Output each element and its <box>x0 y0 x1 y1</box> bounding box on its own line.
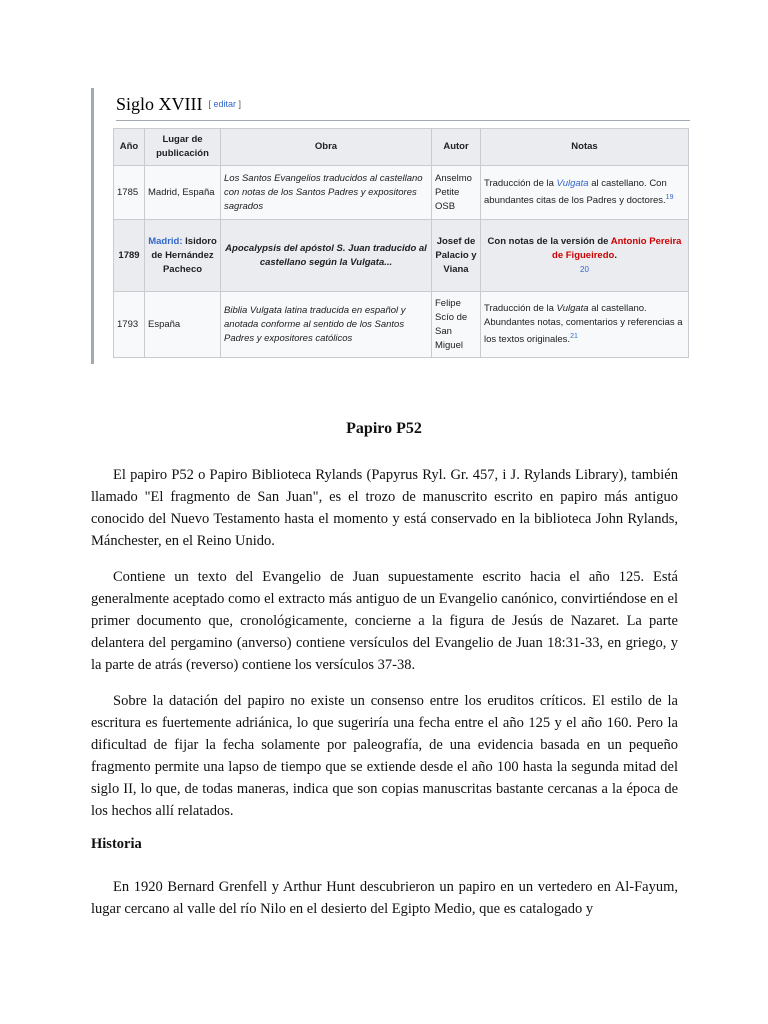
cell-place-link[interactable]: España <box>145 292 221 358</box>
table-row <box>114 292 689 358</box>
table-row <box>114 220 689 292</box>
section-subheading: Historia <box>91 836 142 852</box>
reference-20[interactable]: 20 <box>580 264 589 274</box>
col-header-work[interactable]: Obra <box>221 129 432 166</box>
cell-author-link[interactable]: Felipe Scío de San Miguel <box>432 292 481 358</box>
col-header-year[interactable]: Año <box>114 129 145 166</box>
cell-work-link[interactable]: Biblia Vulgata latina traducida en español y anotada conforme al sentido de los Santos Padres y expositores católicos <box>221 292 432 358</box>
cell-author-link[interactable]: Josef de Palacio y Viana <box>432 220 481 292</box>
cell-place: Madrid: Isidoro de Hernández Pacheco <box>145 220 221 292</box>
edit-section[interactable]: [ editar ] <box>208 99 242 109</box>
pereira-link[interactable]: Antonio Pereira de Figueiredo <box>552 235 682 261</box>
cell-notes: Traducción de la Vulgata al castellano. Con abundantes citas de los Padres y doctores.$^{19}$ <box>481 166 689 220</box>
cell-place-link[interactable]: Madrid, España <box>145 166 221 220</box>
paragraph-3: Sobre la datación del papiro no existe un consenso entre los eruditos críticos. El estilo de la escritura es fuertemente adriánica, lo que sugeriría una fecha entre el año 125 y el año 160. Pero la dificultad de fijar la fecha solamente por paleografía, de una evidencia basada en un pequeño fragmento permite una lapso de tiempo que se extiende desde el año 100 hasta la segunda mitad del siglo II, lo que, de todas maneras, indica que son copias manuscritas bastante cercanas a la época de los hechos allí relatados. <box>91 693 678 819</box>
translations-table <box>113 128 689 358</box>
paragraph-1: El papiro P52 o Papiro Biblioteca Rylands (Papyrus Ryl. Gr. 457, i J. Rylands Library), también llamado "El fragmento de San Juan", es el trozo de manuscrito escrito en papiro más antiguo conocido del Nuevo Testamento hasta el momento y está conservado en la biblioteca John Rylands, Mánchester, en el Reino Unido. <box>91 467 678 549</box>
cell-author-link[interactable]: Anselmo Petite OSB <box>432 166 481 220</box>
paragraph-2: Contiene un texto del Evangelio de Juan supuestamente escrito hacia el año 125. Está generalmente aceptado como el extracto más antiguo de un Evangelio canónico, convirtiéndose en el primer documento que, cronológicamente, concierne a la figura de Jesús de Nazaret. La parte delantera del pergamino (anverso) contiene versículos del Evangelio de Juan 18:31-33, en griego, y la parte de atrás (reverso) contiene los versículos 37-38. <box>91 569 678 673</box>
cell-work: Los Santos Evangelios traducidos al castellano con notas de los Santos Padres y expositores sagrados <box>221 166 432 220</box>
cell-work: Apocalypsis del apóstol S. Juan traducido al castellano según la Vulgata... <box>221 220 432 292</box>
reference-19[interactable]: 19 <box>665 193 674 201</box>
wiki-screenshot <box>91 88 694 364</box>
col-header-notes[interactable]: Notas <box>481 129 689 166</box>
table-header-row <box>114 129 689 166</box>
cell-year: 1785 <box>114 166 145 220</box>
madrid-link[interactable]: Madrid: <box>148 235 183 247</box>
paragraph-4: En 1920 Bernard Grenfell y Arthur Hunt descubrieron un papiro en un vertedero en Al-Fayum, lugar cercano al valle del río Nilo en el desierto del Egipto Medio, que es catalogado y <box>91 879 678 917</box>
table-row <box>114 166 689 220</box>
edit-link[interactable]: editar <box>213 99 237 109</box>
section-heading: Siglo XVIII [ editar ] <box>116 94 242 114</box>
cell-notes: Traducción de la Vulgata al castellano. Abundantes notas, comentarios y referencias a los textos originales.$^{21}$ <box>481 292 689 358</box>
col-header-author[interactable]: Autor <box>432 129 481 166</box>
col-header-place[interactable]: Lugar de publicación <box>145 129 221 166</box>
heading-divider <box>116 120 690 121</box>
reference-21[interactable]: 21 <box>570 332 578 340</box>
document-title: Papiro P52 <box>346 420 422 437</box>
vulgata-link[interactable]: Vulgata <box>556 177 589 189</box>
cell-year: 1789 <box>114 220 145 292</box>
cell-notes: Con notas de la versión de Antonio Pereira de Figueiredo. 20 <box>481 220 689 292</box>
vulgata-text: Vulgata <box>556 302 589 314</box>
cell-year: 1793 <box>114 292 145 358</box>
